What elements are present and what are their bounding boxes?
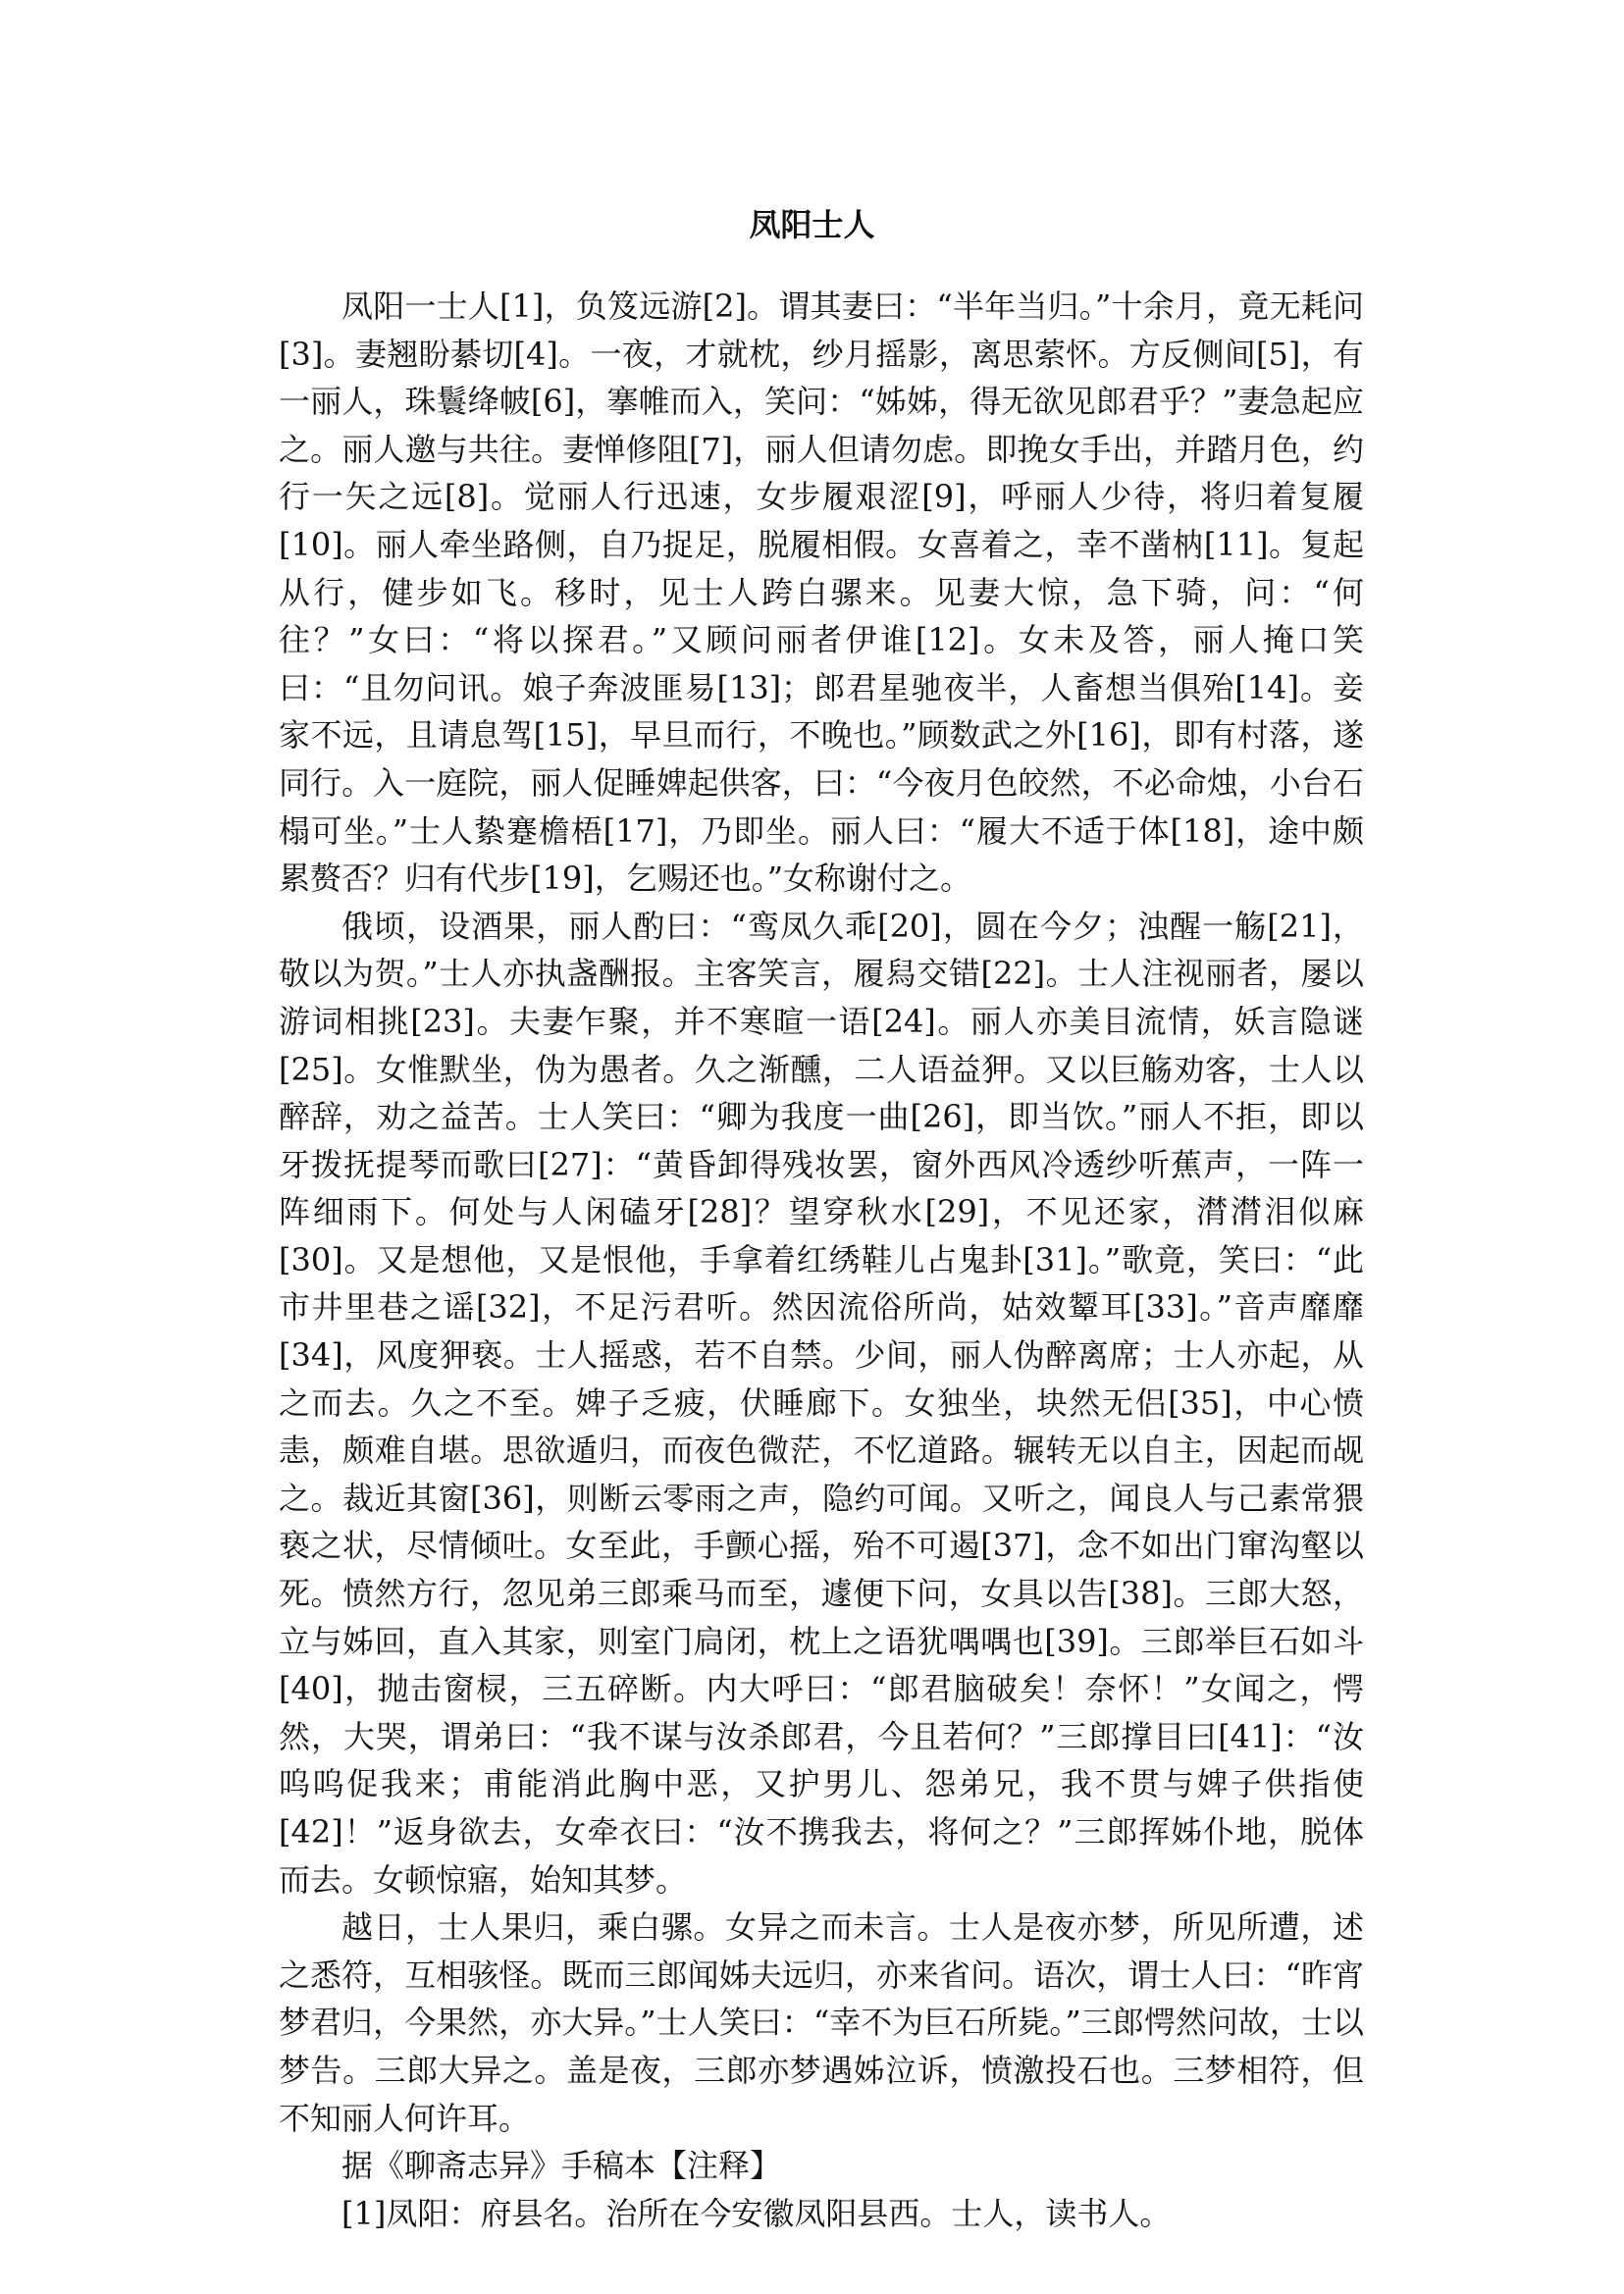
paragraph-3: 越日，士人果归，乘白骡。女异之而未言。士人是夜亦梦，所见所遭，述之悉符，互相骇怪。既而三郎闻姊夫远归，亦来省问。语次，谓士人曰：“昨宵梦君归，今果然，亦大异。”士人笑曰：“幸不为巨石所毙。”三郎愕然问故，士以梦告。三郎大异之。盖是夜，三郎亦梦遇姊泣诉，愤激投石也。三梦相符，但不知丽人何许耳。 xyxy=(279,1908,1364,2137)
paragraph-2: 俄顷，设酒果，丽人酌曰：“鸾凤久乖[20]，圆在今夕；浊醒一觞[21]，敬以为贺。”士人亦执盏酬报。主客笑言，履舄交错[22]。士人注视丽者，屡以游词相挑[23]。夫妻乍聚，并不寒暄一语[24]。丽人亦美目流情，妖言隐谜[25]。女惟默坐，伪为愚者。久之渐醺，二人语益狎。又以巨觞劝客，士人以醉辞，劝之益苦。士人笑曰：“卿为我度一曲[26]，即当饮。”丽人不拒，即以牙拨抚提琴而歌曰[27]：“黄昏卸得残妆罢，窗外西风冷透纱听蕉声，一阵一阵细雨下。何处与人闲磕牙[28]？望穿秋水[29]，不见还家，潸潸泪似麻[30]。又是想他，又是恨他，手拿着红绣鞋儿占鬼卦[31]。”歌竟，笑曰：“此市井里巷之谣[32]，不足污君听。然因流俗所尚，姑效颦耳[33]。”音声靡靡[34]，风度狎亵。士人摇惑，若不自禁。少间，丽人伪醉离席；士人亦起，从之而去。久之不至。婢子乏疲，伏睡廊下。女独坐，块然无侣[35]，中心愤恚，颇难自堪。思欲遁归，而夜色微茫，不忆道路。辗转无以自主，因起而觇之。裁近其窗[36]，则断云零雨之声，隐约可闻。又听之，闻良人与己素常猥亵之状，尽情倾吐。女至此，手颤心摇，殆不可遏[37]，念不如出门窜沟壑以死。愤然方行，忽见弟三郎乘马而至，遽便下问，女具以告[38]。三郎大怒，立与姊回，直入其家，则室门扃闭，枕上之语犹喁喁也[39]。三郎举巨石如斗[40]，抛击窗棂，三五碎断。内大呼曰：“郎君脑破矣！奈怀！”女闻之，愕然，大哭，谓弟曰：“我不谋与汝杀郎君，今且若何？”三郎撑目曰[41]：“汝呜呜促我来；甫能消此胸中恶，又护男儿、怨弟兄，我不贯与婢子供指使[42]！”返身欲去，女牵衣曰：“汝不携我去，将何之？”三郎挥姊仆地，脱体而去。女顿惊寤，始知其梦。 xyxy=(279,907,1364,1899)
paragraph-1: 凤阳一士人[1]，负笈远游[2]。谓其妻曰：“半年当归。”十余月，竟无耗问[3]。妻翘盼綦切[4]。一夜，才就枕，纱月摇影，离思萦怀。方反侧间[5]，有一丽人，珠鬟绛帔[6]，搴帷而入，笑问：“姊姊，得无欲见郎君乎？”妻急起应之。丽人邀与共往。妻惮修阻[7]，丽人但请勿虑。即挽女手出，并踏月色，约行一矢之远[8]。觉丽人行迅速，女步履艰涩[9]，呼丽人少待，将归着复履[10]。丽人牵坐路侧，自乃捉足，脱履相假。女喜着之，幸不凿枘[11]。复起从行，健步如飞。移时，见士人跨白骡来。见妻大惊，急下骑，问：“何往？”女曰：“将以探君。”又顾问丽者伊谁[12]。女未及答，丽人掩口笑曰：“且勿问讯。娘子奔波匪易[13]；郎君星驰夜半，人畜想当俱殆[14]。妾家不远，且请息驾[15]，早旦而行，不晚也。”顾数武之外[16]，即有村落，遂同行。入一庭院，丽人促睡婢起供客，曰：“今夜月色皎然，不必命烛，小台石榻可坐。”士人絷蹇檐梧[17]，乃即坐。丽人曰：“履大不适于体[18]，途中颇累赘否？归有代步[19]，乞赐还也。”女称谢付之。 xyxy=(279,287,1364,898)
footnote-1: [1]凤阳：府县名。治所在今安徽凤阳县西。士人，读书人。 xyxy=(341,2194,1172,2232)
document-title: 凤阳士人 xyxy=(749,206,875,243)
source-line: 据《聊斋志异》手稿本【注释】 xyxy=(341,2147,782,2185)
document-body xyxy=(279,283,1364,2237)
